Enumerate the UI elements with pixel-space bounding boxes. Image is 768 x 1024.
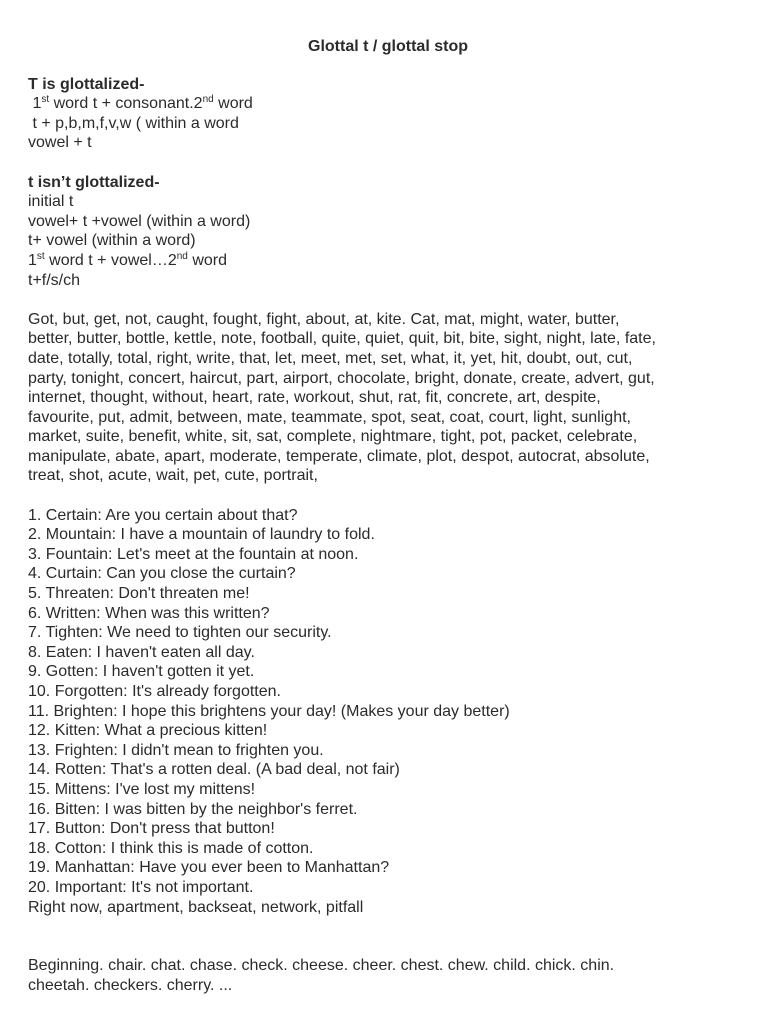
example-sentence: 13. Frighten: I didn't mean to frighten you. (28, 741, 324, 759)
example-sentence: 16. Bitten: I was bitten by the neighbor's ferret. (28, 800, 358, 818)
glottalized-heading: T is glottalized- (28, 75, 145, 93)
example-sentence: 7. Tighten: We need to tighten our security. (28, 624, 332, 642)
not-glottalized-rule-2: vowel+ t +vowel (within a word) (28, 212, 251, 230)
example-sentence: 17. Button: Don't press that button! (28, 820, 275, 838)
example-sentence: 4. Curtain: Can you close the curtain? (28, 565, 296, 583)
word-list-paragraph (28, 310, 748, 486)
rule-text: word (213, 95, 253, 113)
example-sentence-list (28, 506, 748, 917)
not-glottalized-rule-4 (28, 251, 748, 271)
example-sentence: 3. Fountain: Let's meet at the fountain at noon. (28, 545, 359, 563)
example-sentence: 18. Cotton: I think this is made of cotton. (28, 839, 314, 857)
word-list-line: treat, shot, acute, wait, pet, cute, portrait, (28, 467, 318, 485)
rule-text: word (187, 251, 227, 269)
word-list-line: market, suite, benefit, white, sit, sat, complete, nightmare, tight, pot, packet, celebrate, (28, 428, 638, 446)
not-glottalized-section (28, 173, 748, 291)
word-list-line: manipulate, abate, apart, moderate, temperate, climate, plot, despot, autocrat, absolute, (28, 447, 650, 465)
glottalized-section (28, 75, 748, 153)
glottalized-rule-1 (28, 94, 748, 114)
example-sentence: 11. Brighten: I hope this brightens your day! (Makes your day better) (28, 702, 510, 720)
example-sentence: 19. Manhattan: Have you ever been to Manhattan? (28, 859, 390, 877)
example-sentence: 20. Important: It's not important. (28, 878, 254, 896)
superscript: st (41, 94, 50, 106)
example-sentence: 9. Gotten: I haven't gotten it yet. (28, 663, 255, 681)
example-sentence: 8. Eaten: I haven't eaten all day. (28, 643, 255, 661)
example-sentence: 2. Mountain: I have a mountain of laundry to fold. (28, 526, 375, 544)
spacer (28, 917, 748, 956)
rule-text: 1 (28, 95, 42, 113)
closing-paragraph (28, 956, 748, 995)
not-glottalized-rule-5: t+f/s/ch (28, 271, 81, 289)
superscript: nd (176, 250, 188, 262)
spacer (28, 486, 748, 506)
example-sentence: 10. Forgotten: It's already forgotten. (28, 683, 281, 700)
word-list-line: Got, but, get, not, caught, fought, fight, about, at, kite. Cat, mat, might, water, butter, (28, 310, 620, 328)
word-list-line: date, totally, total, right, write, that, let, meet, met, set, what, it, yet, hit, doubt, out, cut, (28, 349, 633, 367)
spacer (28, 290, 748, 310)
spacer (28, 153, 748, 173)
superscript: st (36, 250, 45, 262)
not-glottalized-rule-1: initial t (28, 193, 74, 211)
rule-text: 1 (28, 251, 37, 269)
superscript: nd (202, 94, 214, 106)
example-sentence: 14. Rotten: That's a rotten deal. (A bad deal, not fair) (28, 761, 400, 779)
example-sentence: 15. Mittens: I've lost my mittens! (28, 780, 256, 798)
closing-line: cheetah. checkers. cherry. ... (28, 976, 233, 994)
example-sentence: 5. Threaten: Don't threaten me! (28, 585, 250, 603)
word-list-line: internet, thought, without, heart, rate, workout, shut, rat, fit, concrete, art, despite, (28, 389, 601, 407)
rule-text: word t + consonant.2 (49, 95, 203, 113)
word-list-line: party, tonight, concert, haircut, part, airport, chocolate, bright, donate, create, advert, gut, (28, 369, 655, 387)
document-title: Glottal t / glottal stop (308, 38, 468, 55)
word-list-line: better, butter, bottle, kettle, note, football, quite, quiet, quit, bit, bite, sight, night, late, fate, (28, 330, 656, 348)
not-glottalized-heading: t isn’t glottalized- (28, 173, 160, 191)
not-glottalized-rule-3: t+ vowel (within a word) (28, 232, 196, 250)
example-sentence: 1. Certain: Are you certain about that? (28, 506, 298, 524)
glottalized-rule-3: vowel + t (28, 134, 92, 152)
glottalized-rule-2: t + p,b,m,f,v,w ( within a word (28, 114, 239, 132)
rule-text: word t + vowel…2 (44, 251, 177, 269)
closing-line: Beginning. chair. chat. chase. check. cheese. cheer. chest. chew. child. chick. chin. (28, 957, 615, 975)
word-list-line: favourite, put, admit, between, mate, teammate, spot, seat, coat, court, light, sunlight, (28, 408, 631, 426)
example-sentence: 12. Kitten: What a precious kitten! (28, 722, 268, 740)
example-sentence: 6. Written: When was this written? (28, 604, 270, 622)
compound-word-line: Right now, apartment, backseat, network, pitfall (28, 898, 364, 916)
